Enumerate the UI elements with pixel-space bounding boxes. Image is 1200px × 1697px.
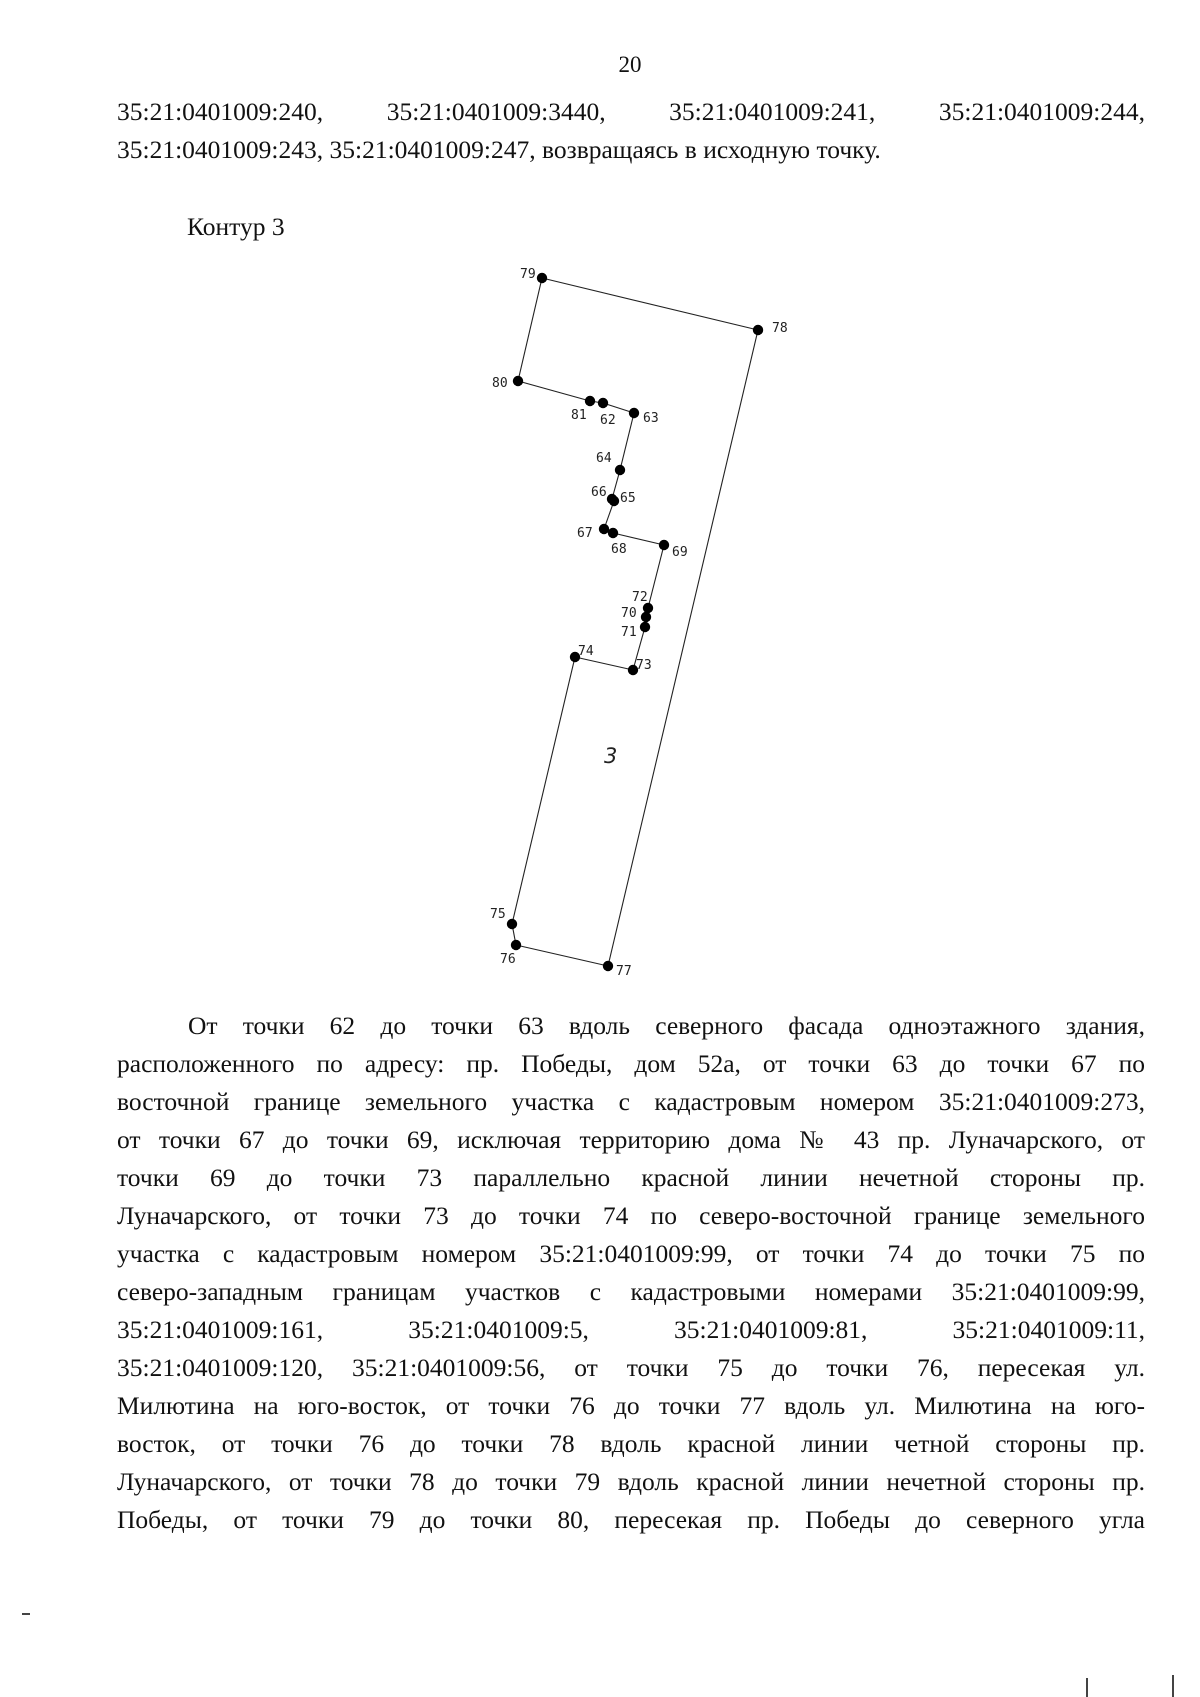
body-line: Луначарского, от точки 78 до точки 79 вдоль красной линии нечетной стороны пр. [117,1467,1145,1496]
body-line: Победы, от точки 79 до точки 80, пересекая пр. Победы до северного угла [117,1505,1145,1534]
plan-point-76 [511,940,521,950]
plan-point-label-74: 74 [578,644,594,659]
plan-point-67 [599,524,609,534]
plan-point-label-66: 66 [591,485,607,500]
plan-point-63 [629,408,639,418]
plan-point-label-79: 79 [520,267,536,282]
plan-boundary [512,278,758,966]
plan-edge [518,278,542,381]
plan-point-label-81: 81 [571,408,587,423]
plan-point-label-78: 78 [772,321,788,336]
plan-point-label-62: 62 [600,413,616,428]
plan-point-71 [640,622,650,632]
scan-mark [22,1613,30,1615]
body-line: восток, от точки 76 до точки 78 вдоль красной линии четной стороны пр. [117,1429,1145,1458]
page-number: 20 [618,52,642,77]
body-line: От точки 62 до точки 63 вдоль северного фасада одноэтажного здания, [188,1011,1145,1040]
plan-point-77 [603,961,613,971]
plan-point-label-67: 67 [577,526,593,541]
plan-point-label-73: 73 [636,658,652,673]
body-line: Милютина на юго-восток, от точки 76 до точки 77 вдоль ул. Милютина на юго- [117,1391,1145,1420]
plan-point-62 [598,398,608,408]
plan-point-68 [608,528,618,538]
plan-point-64 [615,465,625,475]
plan-point-label-64: 64 [596,451,612,466]
scan-mark [1086,1678,1088,1697]
plan-area-label: 3 [604,744,618,768]
plan-point-label-76: 76 [500,952,516,967]
plan-point-label-71: 71 [621,625,637,640]
plan-edge [620,413,634,470]
plan-point-label-70: 70 [621,606,637,621]
plan-edge [542,278,758,330]
plan-point-label-69: 69 [672,545,688,560]
intro-line: 35:21:0401009:240, 35:21:0401009:3440, 35:21:0401009:241, 35:21:0401009:244, [117,97,1145,126]
plan-point-labels [490,267,788,979]
plan-point-80 [513,376,523,386]
plan-point-label-63: 63 [643,411,659,426]
body-line: восточной границе земельного участка с кадастровым номером 35:21:0401009:273, [117,1087,1145,1116]
body-line: от точки 67 до точки 69, исключая территорию дома № 43 пр. Луначарского, от [117,1125,1145,1154]
plan-edge [518,381,590,401]
plan-point-label-68: 68 [611,542,627,557]
body-line: участка с кадастровым номером 35:21:0401009:99, от точки 74 до точки 75 по [117,1239,1145,1268]
body-line: расположенного по адресу: пр. Победы, дом 52а, от точки 63 до точки 67 по [117,1049,1145,1078]
plan-point-78 [753,325,763,335]
plan-point-81 [585,396,595,406]
body-line: точки 69 до точки 73 параллельно красной линии нечетной стороны пр. [117,1163,1145,1192]
plan-edge [512,657,575,924]
body-line: северо-западным границам участков с кадастровыми номерами 35:21:0401009:99, [117,1277,1145,1306]
body-line: Луначарского, от точки 73 до точки 74 по северо-восточной границе земельного [117,1201,1145,1230]
body-line: 35:21:0401009:120, 35:21:0401009:56, от точки 75 до точки 76, пересекая ул. [117,1353,1145,1382]
body-line: 35:21:0401009:161, 35:21:0401009:5, 35:21:0401009:81, 35:21:0401009:11, [117,1315,1145,1344]
plan-edge [648,545,664,608]
plan-point-label-65: 65 [620,491,636,506]
plan-point-label-77: 77 [616,964,632,979]
plan-point-66 [607,494,617,504]
plan-edge [516,945,608,966]
plan-point-label-72: 72 [632,590,648,605]
description-paragraph [117,1007,1145,1539]
plan-point-label-75: 75 [490,907,506,922]
intro-line: 35:21:0401009:243, 35:21:0401009:247, возвращаясь в исходную точку. [117,135,881,164]
scan-mark [1172,1675,1174,1697]
plan-point-79 [537,273,547,283]
plan-points [507,273,763,971]
contour-heading: Контур 3 [187,212,285,241]
plan-point-label-80: 80 [492,376,508,391]
plan-point-70 [641,612,651,622]
plan-point-69 [659,540,669,550]
plan-point-75 [507,919,517,929]
